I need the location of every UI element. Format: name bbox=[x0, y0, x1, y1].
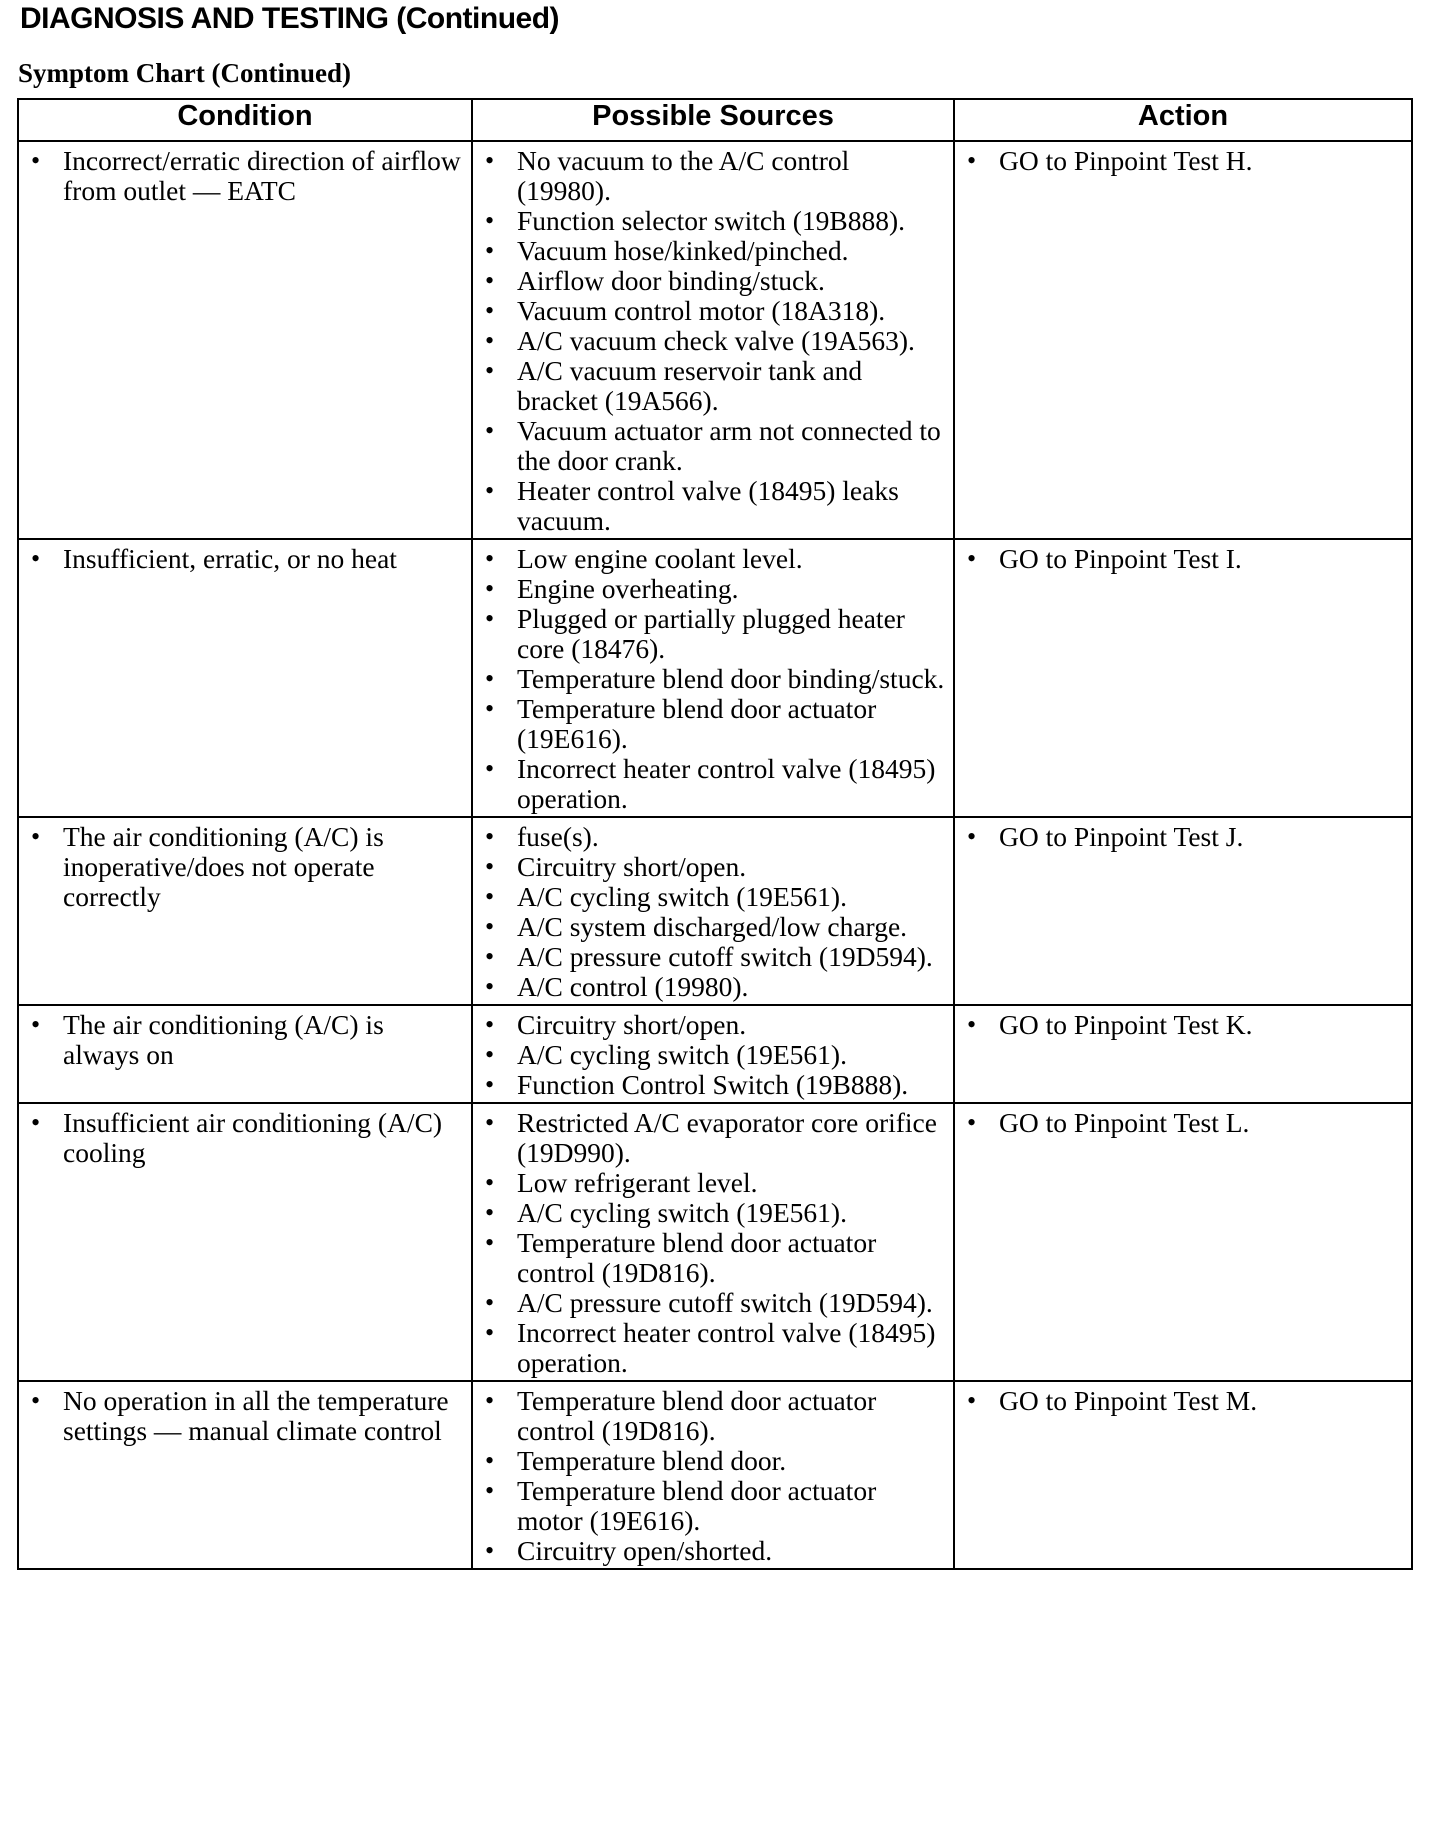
sources-cell bbox=[472, 1103, 954, 1381]
source-item: • Circuitry short/open. bbox=[479, 852, 947, 882]
source-item: • Incorrect heater control valve (18495) operation. bbox=[479, 754, 947, 814]
condition-cell bbox=[18, 141, 472, 539]
source-item: • Plugged or partially plugged heater core (18476). bbox=[479, 604, 947, 664]
action-cell bbox=[954, 539, 1412, 817]
table-row bbox=[18, 817, 1412, 1005]
source-item: • Heater control valve (18495) leaks vacuum. bbox=[479, 476, 947, 536]
source-item: • A/C vacuum reservoir tank and bracket (19A566). bbox=[479, 356, 947, 416]
sources-cell bbox=[472, 539, 954, 817]
action-text: • GO to Pinpoint Test I. bbox=[961, 544, 1405, 574]
chart-title: Symptom Chart (Continued) bbox=[18, 58, 352, 88]
source-item: • Function Control Switch (19B888). bbox=[479, 1070, 947, 1100]
source-item: • A/C control (19980). bbox=[479, 972, 947, 1002]
source-item: • A/C cycling switch (19E561). bbox=[479, 882, 947, 912]
condition-cell bbox=[18, 1381, 472, 1569]
source-item: • Circuitry open/shorted. bbox=[479, 1536, 947, 1566]
table-row bbox=[18, 539, 1412, 817]
source-item: • fuse(s). bbox=[479, 822, 947, 852]
sources-cell bbox=[472, 1005, 954, 1103]
table-header-row bbox=[18, 99, 1412, 141]
action-cell bbox=[954, 1381, 1412, 1569]
action-text: • GO to Pinpoint Test L. bbox=[961, 1108, 1405, 1138]
condition-text: • Insufficient, erratic, or no heat bbox=[25, 544, 465, 574]
column-header-action: Action bbox=[954, 99, 1412, 141]
table-row bbox=[18, 1005, 1412, 1103]
sources-cell bbox=[472, 1381, 954, 1569]
source-item: • Temperature blend door. bbox=[479, 1446, 947, 1476]
condition-cell bbox=[18, 817, 472, 1005]
action-cell bbox=[954, 1103, 1412, 1381]
source-item: • Incorrect heater control valve (18495) operation. bbox=[479, 1318, 947, 1378]
source-item: • Vacuum hose/kinked/pinched. bbox=[479, 236, 947, 266]
source-item: • No vacuum to the A/C control (19980). bbox=[479, 146, 947, 206]
source-item: • Temperature blend door actuator control (19D816). bbox=[479, 1228, 947, 1288]
source-item: • Vacuum control motor (18A318). bbox=[479, 296, 947, 326]
column-header-sources: Possible Sources bbox=[472, 99, 954, 141]
table-row bbox=[18, 1381, 1412, 1569]
source-item: • Temperature blend door actuator control (19D816). bbox=[479, 1386, 947, 1446]
condition-text: • Incorrect/erratic direction of airflow from outlet — EATC bbox=[25, 146, 465, 206]
condition-cell bbox=[18, 1005, 472, 1103]
source-item: • A/C cycling switch (19E561). bbox=[479, 1198, 947, 1228]
source-item: • A/C vacuum check valve (19A563). bbox=[479, 326, 947, 356]
source-item: • Engine overheating. bbox=[479, 574, 947, 604]
symptom-chart-table bbox=[17, 98, 1413, 1570]
condition-text: • The air conditioning (A/C) is inoperative/does not operate correctly bbox=[25, 822, 465, 912]
condition-text: • The air conditioning (A/C) is always on bbox=[25, 1010, 465, 1070]
action-cell bbox=[954, 817, 1412, 1005]
condition-cell bbox=[18, 539, 472, 817]
action-cell bbox=[954, 141, 1412, 539]
source-item: • Airflow door binding/stuck. bbox=[479, 266, 947, 296]
condition-cell bbox=[18, 1103, 472, 1381]
action-text: • GO to Pinpoint Test K. bbox=[961, 1010, 1405, 1040]
action-text: • GO to Pinpoint Test H. bbox=[961, 146, 1405, 176]
source-item: • Vacuum actuator arm not connected to the door crank. bbox=[479, 416, 947, 476]
table-body bbox=[18, 141, 1412, 1569]
table-row bbox=[18, 1103, 1412, 1381]
sources-cell bbox=[472, 141, 954, 539]
condition-text: • No operation in all the temperature settings — manual climate control bbox=[25, 1386, 465, 1446]
source-item: • A/C system discharged/low charge. bbox=[479, 912, 947, 942]
source-item: • Function selector switch (19B888). bbox=[479, 206, 947, 236]
source-item: • Low refrigerant level. bbox=[479, 1168, 947, 1198]
table-row bbox=[18, 141, 1412, 539]
column-header-condition: Condition bbox=[18, 99, 472, 141]
action-cell bbox=[954, 1005, 1412, 1103]
action-text: • GO to Pinpoint Test M. bbox=[961, 1386, 1405, 1416]
source-item: • Temperature blend door actuator motor (19E616). bbox=[479, 1476, 947, 1536]
source-item: • A/C pressure cutoff switch (19D594). bbox=[479, 1288, 947, 1318]
source-item: • A/C pressure cutoff switch (19D594). bbox=[479, 942, 947, 972]
action-text: • GO to Pinpoint Test J. bbox=[961, 822, 1405, 852]
source-item: • Temperature blend door actuator (19E616). bbox=[479, 694, 947, 754]
sources-cell bbox=[472, 817, 954, 1005]
source-item: • Low engine coolant level. bbox=[479, 544, 947, 574]
page-heading: DIAGNOSIS AND TESTING (Continued) bbox=[20, 2, 560, 35]
source-item: • A/C cycling switch (19E561). bbox=[479, 1040, 947, 1070]
source-item: • Temperature blend door binding/stuck. bbox=[479, 664, 947, 694]
source-item: • Restricted A/C evaporator core orifice (19D990). bbox=[479, 1108, 947, 1168]
condition-text: • Insufficient air conditioning (A/C) cooling bbox=[25, 1108, 465, 1168]
source-item: • Circuitry short/open. bbox=[479, 1010, 947, 1040]
